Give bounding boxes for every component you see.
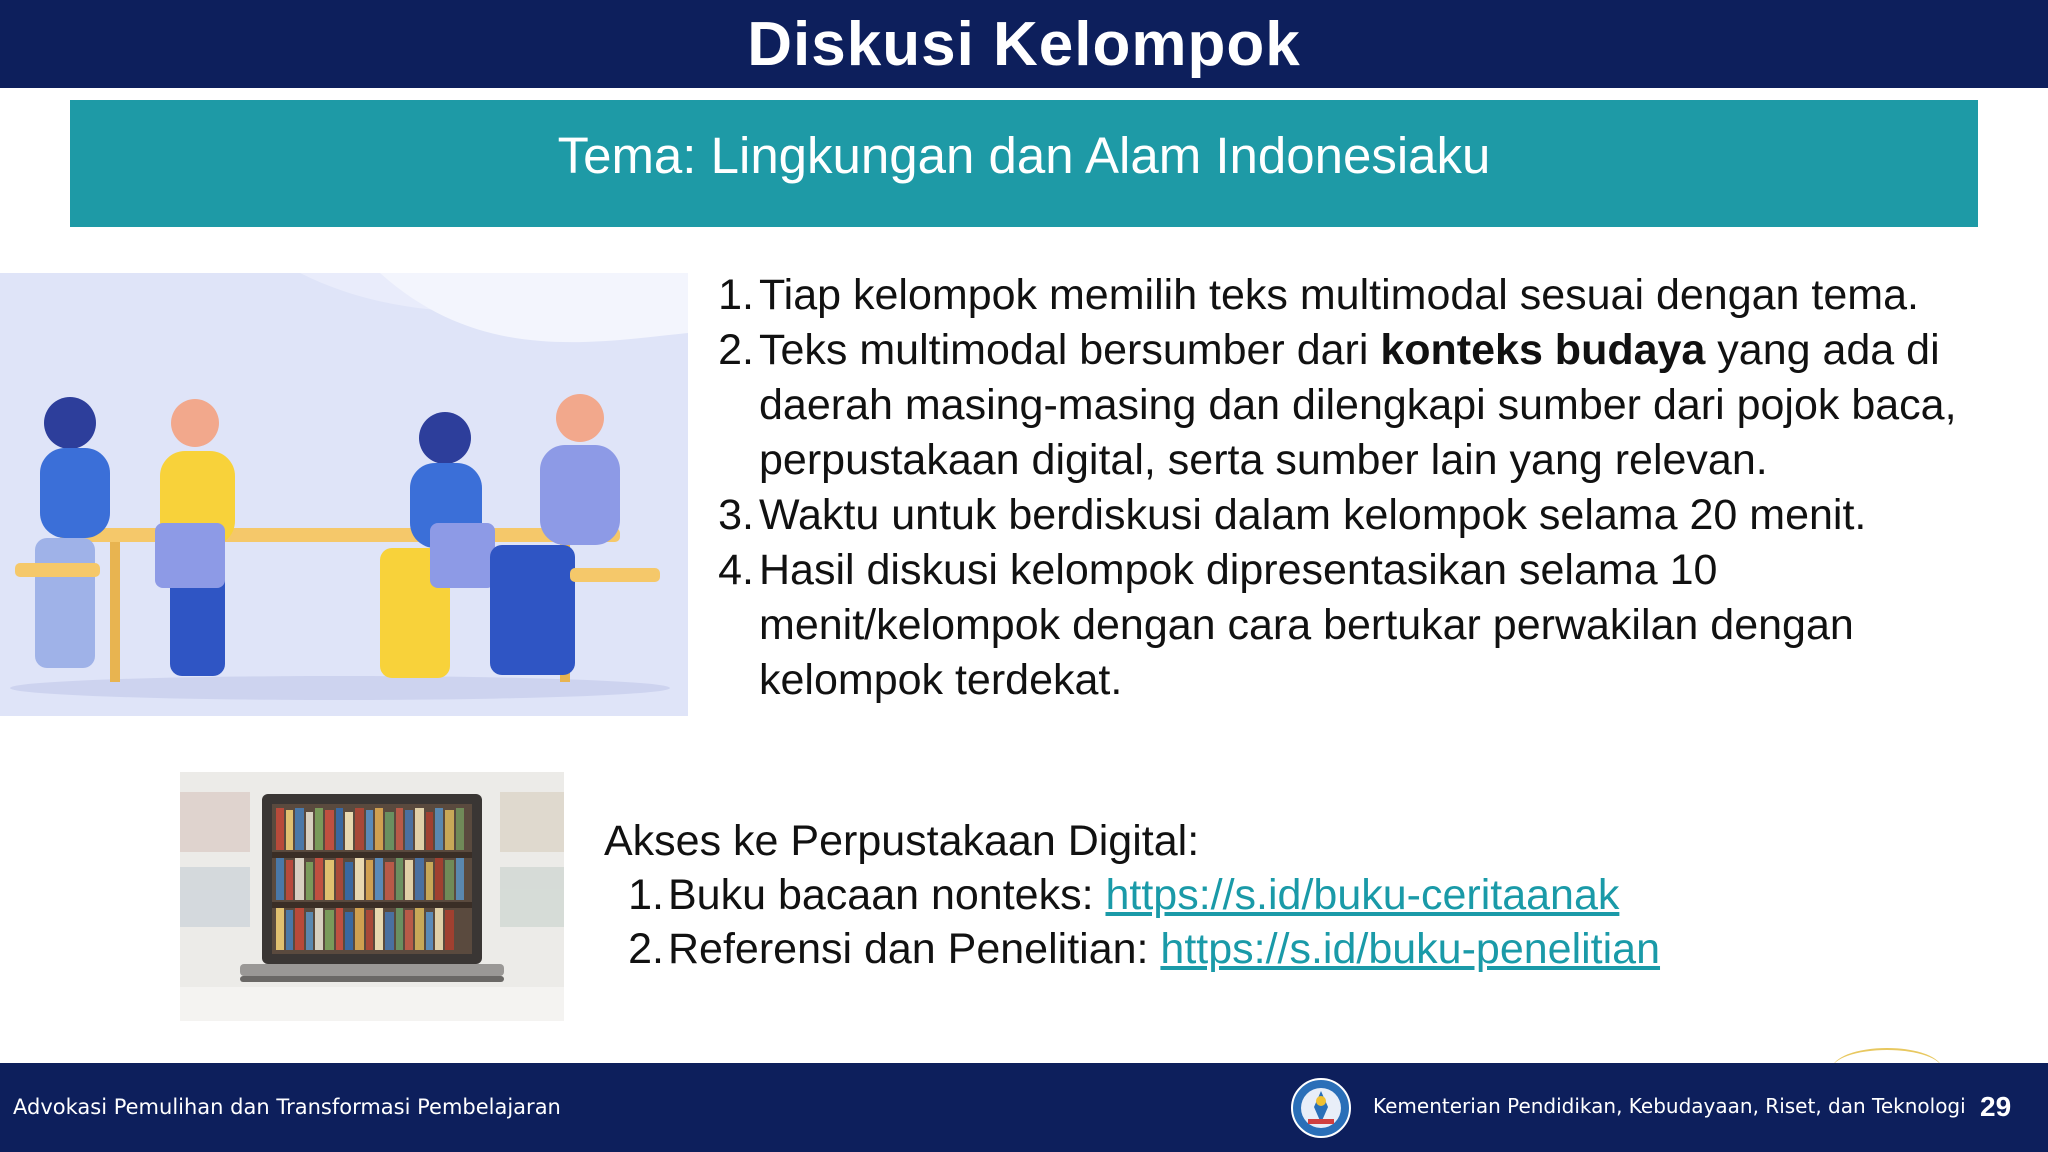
list-item	[704, 323, 2024, 488]
step-text-pre: Waktu untuk berdiskusi dalam kelompok selama 20 menit.	[759, 491, 1867, 539]
theme-banner	[70, 100, 1978, 227]
access-list	[604, 868, 1660, 976]
access-label: Referensi dan Penelitian:	[668, 925, 1161, 973]
page-number: 29	[1980, 1091, 2012, 1122]
list-item	[604, 922, 1660, 976]
access-title: Akses ke Perpustakaan Digital:	[604, 817, 1200, 865]
tut-wuri-handayani-logo	[1290, 1077, 1352, 1139]
access-number: 1.	[628, 871, 664, 919]
step-text	[759, 268, 1919, 323]
access-number: 2.	[628, 925, 664, 973]
footer-bar	[0, 1063, 2048, 1152]
step-number: 3.	[718, 491, 754, 539]
program-name: Advokasi Pemulihan dan Transformasi Pembelajaran	[13, 1095, 561, 1119]
laptop-bookshelf-photo	[180, 772, 564, 1021]
access-text	[668, 922, 1660, 976]
slide-title: Diskusi Kelompok	[747, 9, 1301, 79]
step-text	[759, 543, 2024, 708]
list-item	[604, 868, 1660, 922]
list-item	[704, 488, 2024, 543]
digital-library-access	[604, 814, 1660, 976]
group-discussion-illustration	[0, 273, 688, 716]
list-item	[704, 543, 2024, 708]
discussion-steps	[704, 268, 2024, 708]
step-text-bold: konteks budaya	[1380, 326, 1706, 374]
step-text-pre: Tiap kelompok memilih teks multimodal sesuai dengan tema.	[759, 271, 1919, 319]
ministry-name: Kementerian Pendidikan, Kebudayaan, Riset, dan Teknologi	[1373, 1094, 1966, 1118]
theme-text: Tema: Lingkungan dan Alam Indonesiaku	[557, 127, 1491, 184]
access-text	[668, 868, 1619, 922]
step-text	[759, 488, 1866, 543]
link-buku-penelitian[interactable]: https://s.id/buku-penelitian	[1160, 925, 1661, 973]
step-number: 1.	[718, 271, 754, 319]
step-text	[759, 323, 2024, 488]
step-text-pre: Hasil diskusi kelompok dipresentasikan selama 10 menit/kelompok dengan cara bertukar perwakilan dengan kelompok terdekat.	[759, 546, 1854, 704]
step-number: 4.	[718, 546, 754, 594]
step-number: 2.	[718, 326, 754, 374]
step-text-pre: Teks multimodal bersumber dari	[759, 326, 1381, 374]
list-item	[704, 268, 2024, 323]
access-label: Buku bacaan nonteks:	[668, 871, 1106, 919]
step-text-post: yang ada di daerah masing-masing dan dilengkapi sumber dari pojok baca, perpustakaan digital, serta sumber lain yang relevan.	[759, 326, 1957, 484]
link-buku-ceritaanak[interactable]: https://s.id/buku-ceritaanak	[1105, 871, 1620, 919]
title-bar	[0, 0, 2048, 88]
